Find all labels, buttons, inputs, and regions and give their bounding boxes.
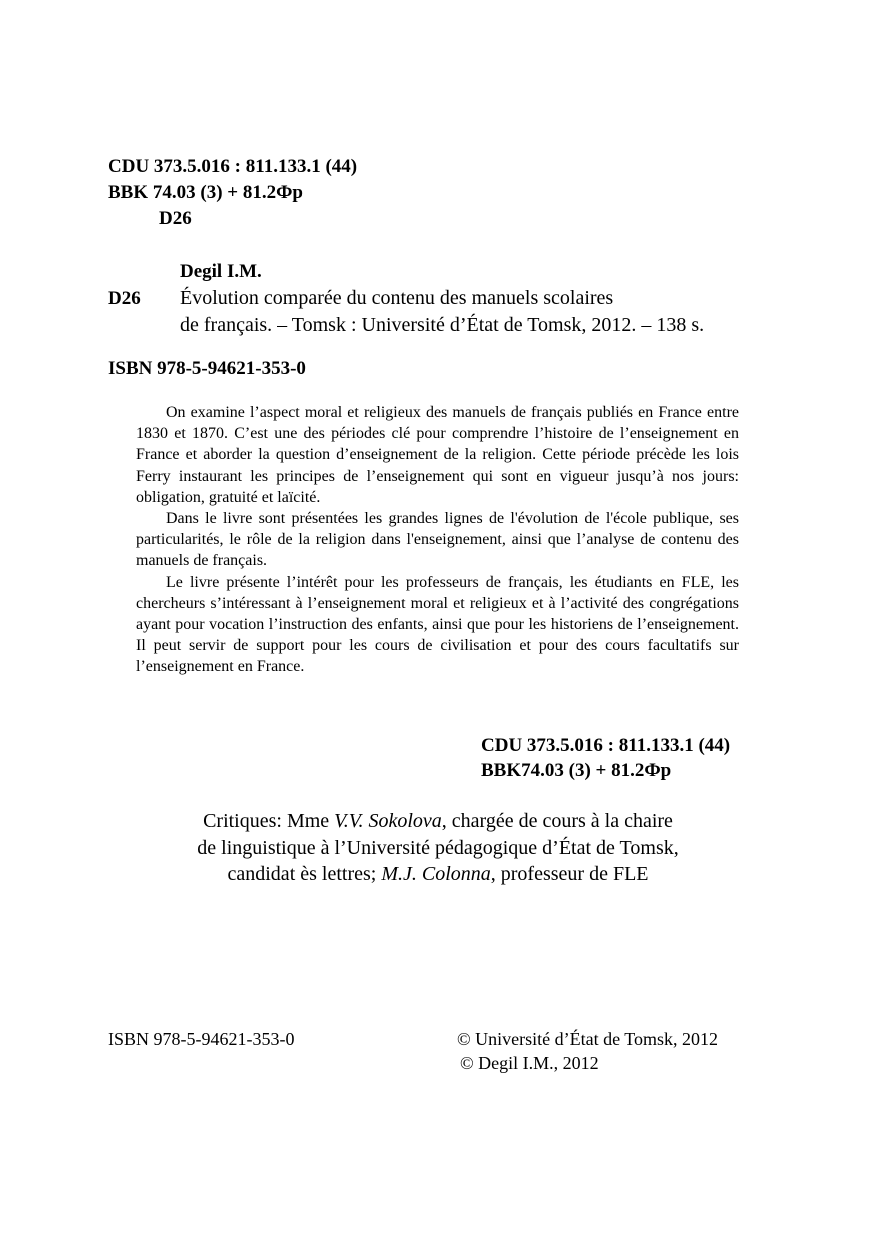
isbn-heading: ISBN 978-5-94621-353-0 xyxy=(108,358,306,379)
reviewer-1-name: V.V. Sokolova xyxy=(334,810,442,832)
book-title-line1: Évolution comparée du contenu des manuels scolaires xyxy=(180,287,614,309)
copyright-university: © Université d’État de Tomsk, 2012 xyxy=(457,1029,719,1049)
abstract xyxy=(136,402,739,678)
abstract-paragraph-3: Le livre présente l’intérêt pour les professeurs de français, les étudiants en FLE, les chercheurs s’intéressant à l’enseignement moral et religieux et à l’activité des congrégations ayant pour vocation l’instruction des enfants, ainsi que pour les historiens de l’enseignement. Il peut servir de support pour les cours de civilisation et pour des cours facultatifs sur l’enseignement en France. xyxy=(136,573,739,676)
critiques-line3-rest: , professeur de FLE xyxy=(490,863,649,885)
critiques-line-1 xyxy=(108,808,768,835)
copyright-author: © Degil I.M., 2012 xyxy=(460,1053,599,1073)
catalog-code: D26 xyxy=(108,288,141,309)
classification-bbk: BBK74.03 (3) + 81.2Фр xyxy=(481,760,672,781)
author-name: Degil I.M. xyxy=(180,261,262,282)
critiques-prefix: Critiques: Mme xyxy=(203,810,335,832)
header-cdu: CDU 373.5.016 : 811.133.1 (44) xyxy=(108,156,358,177)
critiques-block xyxy=(108,808,768,888)
reviewer-2-name: M.J. Colonna xyxy=(381,863,491,885)
header-code: D26 xyxy=(159,208,192,229)
critiques-line3-prefix: candidat ès lettres; xyxy=(227,863,382,885)
critiques-line-3 xyxy=(108,861,768,888)
footer-isbn: ISBN 978-5-94621-353-0 xyxy=(108,1029,295,1049)
abstract-paragraph-1: On examine l’aspect moral et religieux des manuels de français publiés en France entre 1830 et 1870. C’est une des périodes clé pour comprendre l’histoire de l’enseignement en France et aborder la question d’enseignement de la religion. Cette période précède les lois Ferry instaurant les principes de l’enseignement qui sont en vigueur jusqu’à nos jours: obligation, gratuité et laïcité. xyxy=(136,404,739,506)
classification-cdu: CDU 373.5.016 : 811.133.1 (44) xyxy=(481,735,731,756)
critiques-line1-rest: , chargée de cours à la chaire xyxy=(441,810,673,832)
header-bbk: BBK 74.03 (3) + 81.2Фр xyxy=(108,182,303,203)
abstract-paragraph-2: Dans le livre sont présentées les grandes lignes de l'évolution de l'école publique, ses particularités, le rôle de la religion dans l'enseignement, ainsi que l’analyse de contenu des manuels de français. xyxy=(136,510,739,570)
critiques-line-2: de linguistique à l’Université pédagogique d’État de Tomsk, xyxy=(197,836,679,859)
book-title-line2: de français. – Tomsk : Université d’État de Tomsk, 2012. – 138 s. xyxy=(180,314,705,336)
